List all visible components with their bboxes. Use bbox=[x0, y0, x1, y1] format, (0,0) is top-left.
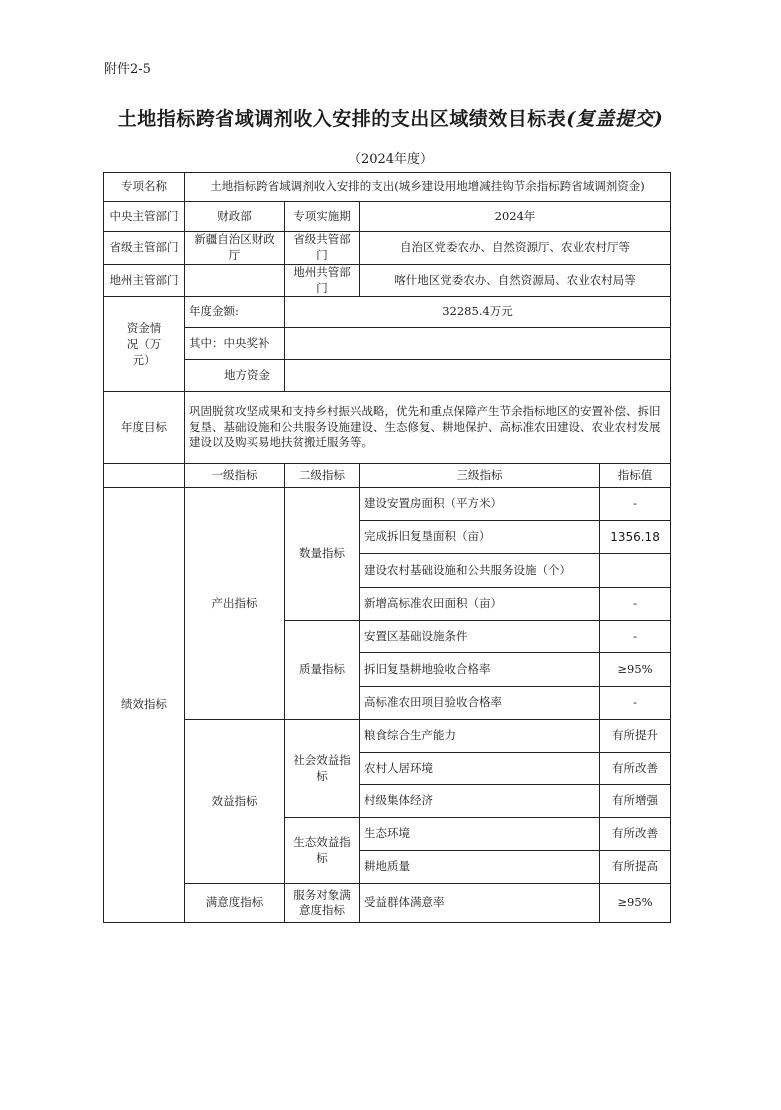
indicator-value: 有所改善 bbox=[600, 818, 671, 851]
table-row bbox=[104, 884, 671, 923]
pref-dept-label: 地州主管部门 bbox=[104, 265, 185, 297]
quality-group: 质量指标 bbox=[285, 621, 360, 720]
service-group: 服务对象满意度指标 bbox=[285, 884, 360, 923]
indicator-value: ≥95% bbox=[600, 884, 671, 923]
indicator-name: 建设农村基础设施和公共服务设施（个） bbox=[360, 554, 600, 588]
satisfaction-group: 满意度指标 bbox=[185, 884, 285, 923]
indicator-value: - bbox=[600, 621, 671, 653]
prov-dept: 新疆自治区财政厅 bbox=[185, 232, 285, 265]
funds-label bbox=[104, 297, 185, 392]
goal-label: 年度目标 bbox=[104, 392, 185, 464]
goal-text: 巩固脱贫攻坚成果和支持乡村振兴战略，优先和重点保障产生节余指标地区的安置补偿、拆旧复垦、基础设施和公共服务设施建设、生态修复、耕地保护、高标准农田建设、农业农村发展建设以及购买易地扶贫搬迁服务等。 bbox=[185, 392, 671, 464]
title-main: 土地指标跨省域调剂收入安排的支出区域绩效目标表 bbox=[117, 108, 567, 130]
period-label: 专项实施期 bbox=[285, 202, 360, 232]
indicator-name: 村级集体经济 bbox=[360, 785, 600, 818]
table-row bbox=[104, 392, 671, 464]
page-title bbox=[0, 104, 781, 131]
header-level3: 三级指标 bbox=[360, 464, 600, 488]
central-dept-label: 中央主管部门 bbox=[104, 202, 185, 232]
header-value: 指标值 bbox=[600, 464, 671, 488]
performance-table bbox=[103, 172, 671, 923]
indicator-value: 有所提升 bbox=[600, 720, 671, 753]
indicator-value: - bbox=[600, 488, 671, 521]
prov-co-label: 省级共管部门 bbox=[285, 232, 360, 265]
prov-co: 自治区党委农办、自然资源厅、农业农村厅等 bbox=[360, 232, 671, 265]
table-row bbox=[104, 232, 671, 265]
table-row bbox=[104, 360, 671, 392]
indicator-value: - bbox=[600, 687, 671, 720]
pref-co: 喀什地区党委农办、自然资源局、农业农村局等 bbox=[360, 265, 671, 297]
annual-amount-label: 年度金额: bbox=[185, 297, 285, 328]
benefit-group: 效益指标 bbox=[185, 720, 285, 884]
header-level1: 一级指标 bbox=[185, 464, 285, 488]
social-group: 社会效益指标 bbox=[285, 720, 360, 818]
indicator-name: 受益群体满意率 bbox=[360, 884, 600, 923]
table-row bbox=[104, 265, 671, 297]
indicator-value: ≥95% bbox=[600, 653, 671, 687]
project-name-label: 专项名称 bbox=[104, 173, 185, 202]
table-row bbox=[104, 173, 671, 202]
handwritten-note: (复盖提交) bbox=[566, 108, 664, 130]
indicator-name: 耕地质量 bbox=[360, 851, 600, 884]
prov-dept-label: 省级主管部门 bbox=[104, 232, 185, 265]
indicator-value: 有所提高 bbox=[600, 851, 671, 884]
table-row bbox=[104, 297, 671, 328]
output-group: 产出指标 bbox=[185, 488, 285, 720]
funds-label-text: 资金情况（万元） bbox=[126, 320, 162, 368]
period: 2024年 bbox=[360, 202, 671, 232]
pref-dept bbox=[185, 265, 285, 297]
indicator-value: 有所增强 bbox=[600, 785, 671, 818]
indicator-name: 建设安置房面积（平方米） bbox=[360, 488, 600, 521]
year-label: （2024年度） bbox=[347, 152, 434, 167]
indicator-name: 农村人居环境 bbox=[360, 753, 600, 785]
indicator-value: - bbox=[600, 588, 671, 621]
local-funds-label: 地方资金 bbox=[185, 360, 285, 392]
table-row bbox=[104, 328, 671, 360]
central-subsidy-value bbox=[285, 328, 671, 360]
indicator-name: 新增高标准农田面积（亩） bbox=[360, 588, 600, 621]
table-row bbox=[104, 202, 671, 232]
header-level2: 二级指标 bbox=[285, 464, 360, 488]
indicator-name: 高标准农田项目验收合格率 bbox=[360, 687, 600, 720]
central-dept: 财政部 bbox=[185, 202, 285, 232]
indicator-name: 生态环境 bbox=[360, 818, 600, 851]
header-blank bbox=[104, 464, 185, 488]
indicator-name: 安置区基础设施条件 bbox=[360, 621, 600, 653]
table-header-row bbox=[104, 464, 671, 488]
indicator-value bbox=[600, 554, 671, 588]
indicator-name: 完成拆旧复垦面积（亩） bbox=[360, 521, 600, 554]
indicator-name: 拆旧复垦耕地验收合格率 bbox=[360, 653, 600, 687]
local-funds-value bbox=[285, 360, 671, 392]
indicator-value: 有所改善 bbox=[600, 753, 671, 785]
pref-co-label: 地州共管部门 bbox=[285, 265, 360, 297]
indicator-name: 粮食综合生产能力 bbox=[360, 720, 600, 753]
performance-label: 绩效指标 bbox=[104, 488, 185, 923]
annual-amount-value: 32285.4万元 bbox=[285, 297, 671, 328]
project-name: 土地指标跨省域调剂收入安排的支出(城乡建设用地增减挂钩节余指标跨省域调剂资金) bbox=[185, 173, 671, 202]
indicator-value: 1356.18 bbox=[600, 521, 671, 554]
central-subsidy-label: 其中：中央奖补 bbox=[185, 328, 285, 360]
table-row bbox=[104, 720, 671, 753]
table-row bbox=[104, 488, 671, 521]
quantity-group: 数量指标 bbox=[285, 488, 360, 621]
attachment-number: 附件2-5 bbox=[104, 62, 151, 77]
eco-group: 生态效益指标 bbox=[285, 818, 360, 884]
